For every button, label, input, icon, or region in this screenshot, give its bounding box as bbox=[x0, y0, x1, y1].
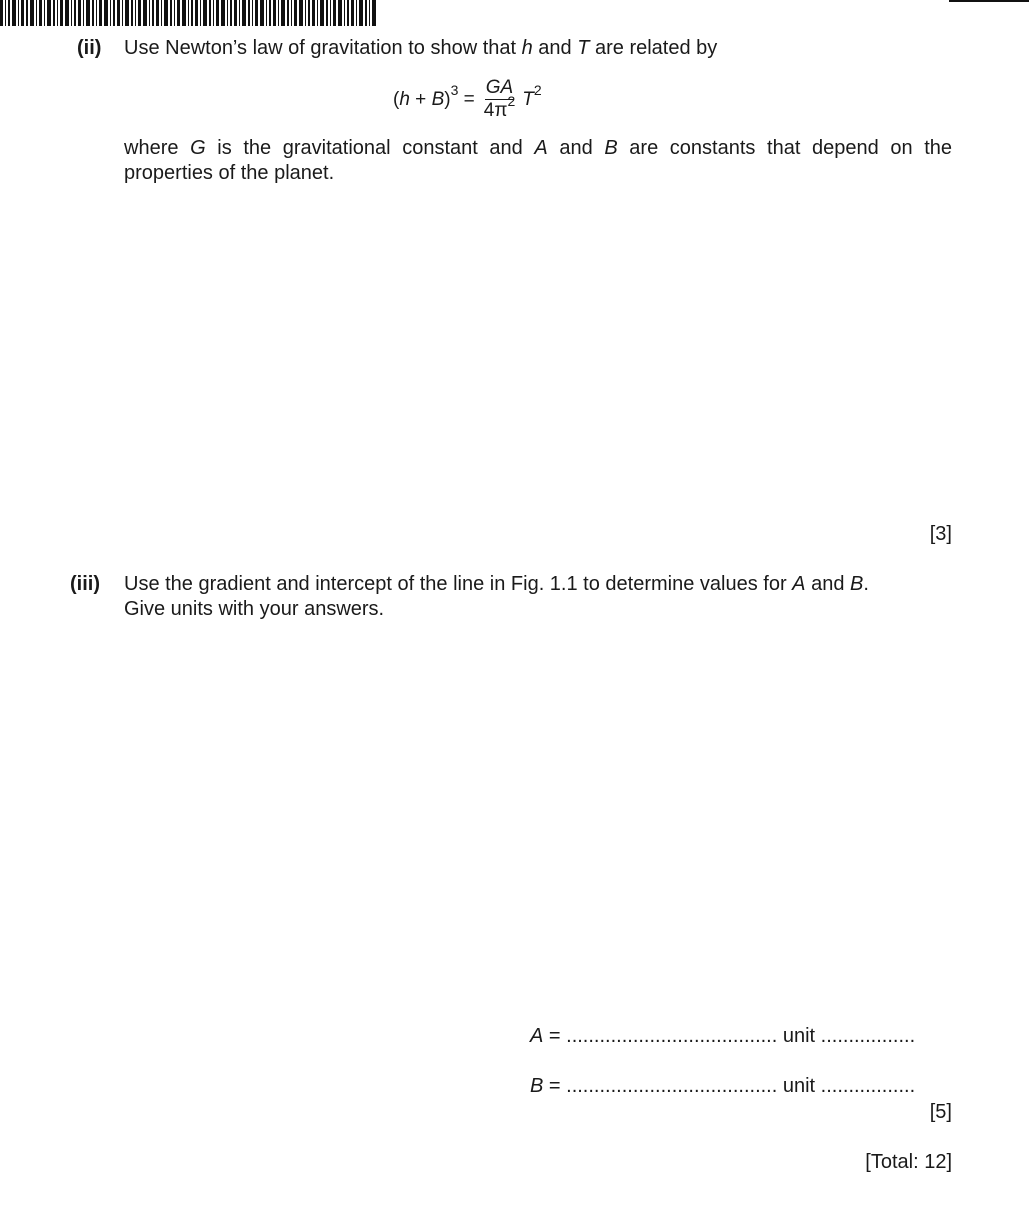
variable-g: G bbox=[190, 137, 206, 159]
exponent: 3 bbox=[450, 82, 459, 99]
answer-line-b[interactable] bbox=[530, 1074, 952, 1099]
text-segment: and bbox=[532, 37, 578, 59]
variable-b: B bbox=[530, 1075, 544, 1097]
variable-t: T bbox=[522, 88, 534, 110]
equals-sign: = bbox=[543, 1025, 567, 1047]
unit-label: unit bbox=[777, 1075, 821, 1097]
total-marks: [Total: 12] bbox=[865, 1151, 952, 1173]
fraction-denominator bbox=[483, 93, 516, 122]
equation-fraction bbox=[483, 77, 516, 122]
fraction-numerator: GA bbox=[485, 76, 514, 98]
equals-sign: = bbox=[543, 1075, 567, 1097]
text-segment: are constants that depend on the properties of the planet. bbox=[124, 137, 953, 184]
part-iii-instruction bbox=[124, 572, 869, 597]
variable-t: T bbox=[577, 37, 590, 59]
denominator-base: 4π bbox=[483, 99, 508, 121]
text-segment: are related by bbox=[589, 37, 718, 59]
variable-a: A bbox=[792, 573, 806, 595]
equation-lhs bbox=[393, 82, 475, 112]
equation-rhs bbox=[522, 82, 542, 112]
text-segment: Use the gradient and intercept of the line in Fig. 1.1 to determine values for bbox=[124, 573, 793, 595]
text-segment: . bbox=[863, 573, 869, 595]
barcode-strip bbox=[0, 0, 376, 26]
variable-b: B bbox=[850, 573, 864, 595]
part-ii-label: (ii) bbox=[77, 37, 102, 59]
text-segment: is the gravitational constant and bbox=[205, 137, 535, 159]
exponent: 2 bbox=[507, 93, 516, 110]
where-paragraph bbox=[124, 136, 952, 186]
text-segment: and bbox=[805, 573, 850, 595]
variable-a: A bbox=[530, 1025, 544, 1047]
text-segment: where bbox=[124, 137, 191, 159]
top-right-rule bbox=[949, 0, 1029, 2]
paren: ( bbox=[393, 88, 400, 110]
exponent: 2 bbox=[533, 82, 542, 99]
plus-sign: + bbox=[409, 88, 432, 110]
answer-a-unit-blank[interactable]: ................. bbox=[820, 1025, 916, 1047]
variable-b: B bbox=[431, 88, 445, 110]
part-iii-instruction-line2: Give units with your answers. bbox=[124, 598, 385, 620]
part-iii-marks: [5] bbox=[929, 1101, 952, 1123]
variable-b: B bbox=[604, 137, 618, 159]
answer-a-value-blank[interactable]: ...................................... bbox=[566, 1025, 778, 1047]
answer-line-a[interactable] bbox=[530, 1024, 952, 1049]
gravitation-equation bbox=[393, 74, 542, 124]
paren: ) bbox=[444, 88, 451, 110]
variable-h: h bbox=[399, 88, 410, 110]
equals-sign: = bbox=[458, 88, 475, 110]
part-ii-marks: [3] bbox=[929, 523, 952, 545]
variable-a: A bbox=[534, 137, 548, 159]
text-segment: and bbox=[547, 137, 605, 159]
variable-h: h bbox=[521, 37, 533, 59]
answer-b-value-blank[interactable]: ...................................... bbox=[566, 1075, 778, 1097]
answer-b-unit-blank[interactable]: ................. bbox=[820, 1075, 916, 1097]
unit-label: unit bbox=[777, 1025, 821, 1047]
part-ii-instruction bbox=[124, 36, 717, 61]
part-iii-label: (iii) bbox=[70, 573, 100, 595]
text-segment: Use Newton’s law of gravitation to show that bbox=[124, 37, 522, 59]
